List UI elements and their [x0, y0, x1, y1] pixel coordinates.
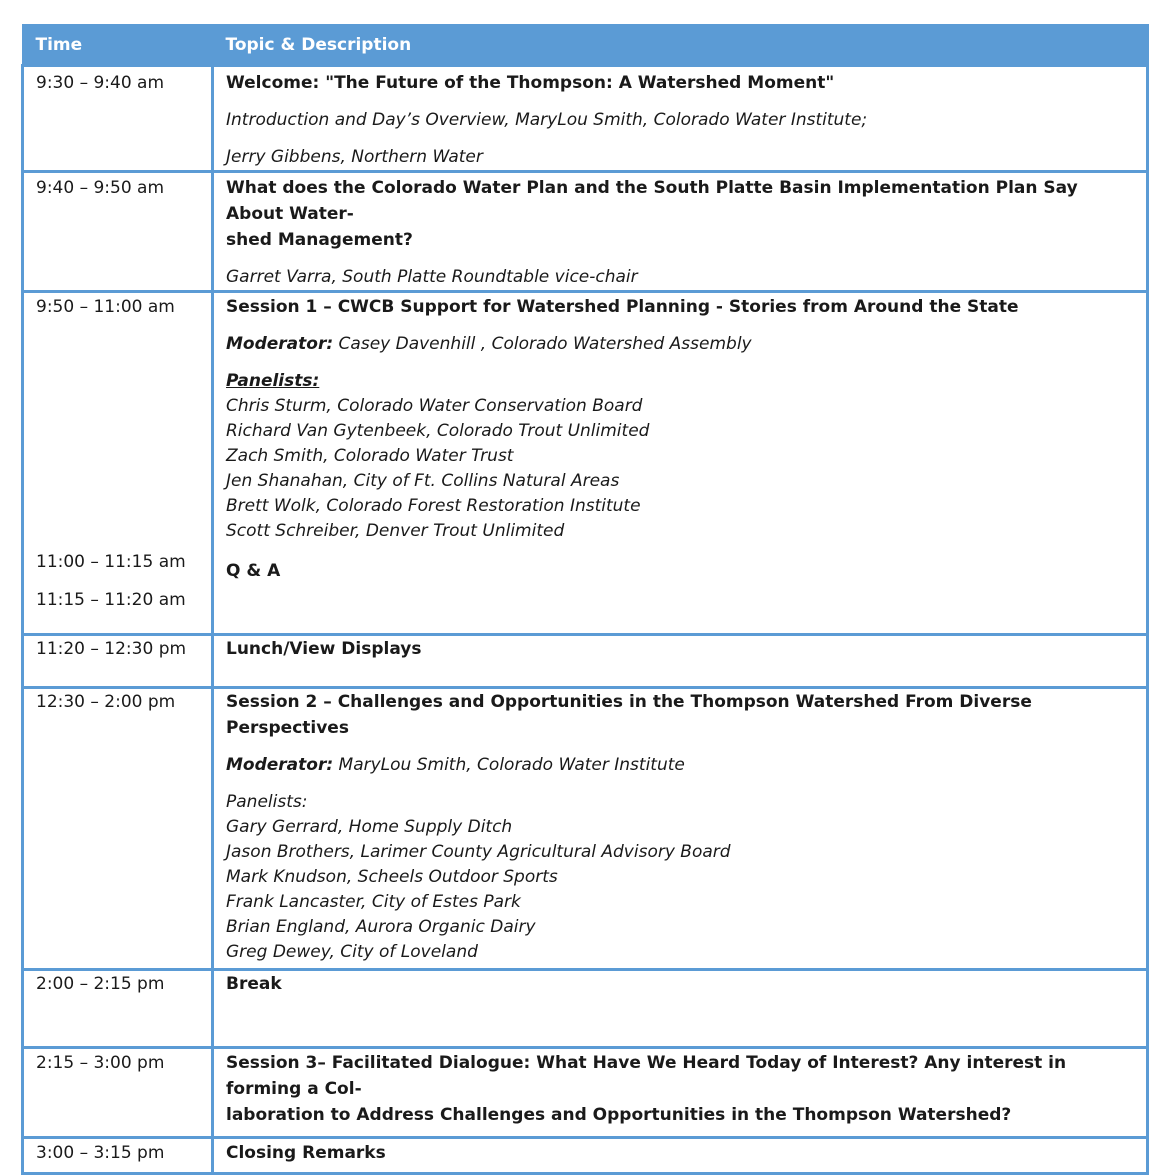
- table-row: [23, 1138, 1148, 1174]
- qa-label: Q & A: [226, 561, 281, 581]
- row-time: 11:20 – 12:30 pm: [23, 635, 213, 688]
- header-time: Time: [23, 25, 213, 66]
- row-title-line-1: Session 3– Facilitated Dialogue: What Have We Heard Today of Interest? Any interest in forming a Col-: [226, 1053, 1067, 1099]
- moderator-line: [226, 331, 1136, 357]
- table-row: [23, 635, 1148, 688]
- moderator-label: Moderator:: [226, 755, 334, 775]
- row-speaker: Jerry Gibbens, Northern Water: [226, 147, 483, 167]
- panelist: Brian England, Aurora Organic Dairy: [226, 917, 536, 937]
- row-time: 9:30 – 9:40 am: [23, 66, 213, 172]
- row-time: 2:00 – 2:15 pm: [23, 970, 213, 1048]
- panelist: Gary Gerrard, Home Supply Ditch: [226, 817, 513, 837]
- moderator-name: MaryLou Smith, Colorado Water Institute: [333, 755, 685, 775]
- row-title: Break: [213, 970, 1148, 1048]
- row-time: 2:15 – 3:00 pm: [23, 1048, 213, 1138]
- agenda-table: [21, 24, 1149, 1175]
- row-time: 9:50 – 11:00 am: [36, 297, 175, 317]
- panelists-label: Panelists:: [226, 371, 320, 391]
- row-topic: [213, 66, 1148, 172]
- row-time: 12:30 – 2:00 pm: [23, 688, 213, 970]
- row-topic: [213, 1048, 1148, 1138]
- row-topic: [213, 688, 1148, 970]
- panelist: Chris Sturm, Colorado Water Conservation Board: [226, 396, 643, 416]
- table-row: [23, 1048, 1148, 1138]
- row-title: Lunch/View Displays: [213, 635, 1148, 688]
- row-time-cell: [23, 292, 213, 635]
- panelist: Jason Brothers, Larimer County Agricultural Advisory Board: [226, 842, 731, 862]
- table-row: [23, 172, 1148, 292]
- row-description: Introduction and Day’s Overview, MaryLou Smith, Colorado Water Institute;: [226, 110, 868, 130]
- row-title: Session 1 – CWCB Support for Watershed Planning - Stories from Around the State: [226, 297, 1019, 317]
- table-row: [23, 970, 1148, 1048]
- moderator-name: Casey Davenhill , Colorado Watershed Assembly: [333, 334, 752, 354]
- panelist: Greg Dewey, City of Loveland: [226, 942, 478, 962]
- row-time-qa: 11:00 – 11:15 am: [36, 552, 186, 572]
- row-topic: [213, 292, 1148, 635]
- panelist: Zach Smith, Colorado Water Trust: [226, 446, 514, 466]
- row-time-after: 11:15 – 11:20 am: [36, 590, 186, 610]
- panelist: Scott Schreiber, Denver Trout Unlimited: [226, 521, 565, 541]
- header-row: [23, 25, 1148, 66]
- table-row: [23, 66, 1148, 172]
- panelists-label: Panelists:: [226, 792, 308, 812]
- row-title: Closing Remarks: [213, 1138, 1148, 1174]
- row-speaker: Garret Varra, South Platte Roundtable vice-chair: [226, 267, 638, 287]
- panelist: Richard Van Gytenbeek, Colorado Trout Unlimited: [226, 421, 650, 441]
- header-topic: Topic & Description: [213, 25, 1148, 66]
- moderator-line: [226, 752, 1136, 778]
- panelist: Frank Lancaster, City of Estes Park: [226, 892, 521, 912]
- row-title-line-2: laboration to Address Challenges and Opportunities in the Thompson Watershed?: [226, 1105, 1012, 1125]
- row-topic: [213, 172, 1148, 292]
- row-title-line-2: shed Management?: [226, 230, 413, 250]
- table-row: [23, 688, 1148, 970]
- row-title: Welcome: "The Future of the Thompson: A Watershed Moment": [226, 73, 835, 93]
- row-title-line-1: What does the Colorado Water Plan and the South Platte Basin Implementation Plan Say About Water-: [226, 178, 1078, 224]
- panelist: Brett Wolk, Colorado Forest Restoration Institute: [226, 496, 641, 516]
- row-title: Session 2 – Challenges and Opportunities in the Thompson Watershed From Diverse Perspectives: [226, 692, 1032, 738]
- row-time: 3:00 – 3:15 pm: [23, 1138, 213, 1174]
- moderator-label: Moderator:: [226, 334, 334, 354]
- panelist: Jen Shanahan, City of Ft. Collins Natural Areas: [226, 471, 620, 491]
- row-time: 9:40 – 9:50 am: [23, 172, 213, 292]
- table-row: [23, 292, 1148, 635]
- panelist: Mark Knudson, Scheels Outdoor Sports: [226, 867, 558, 887]
